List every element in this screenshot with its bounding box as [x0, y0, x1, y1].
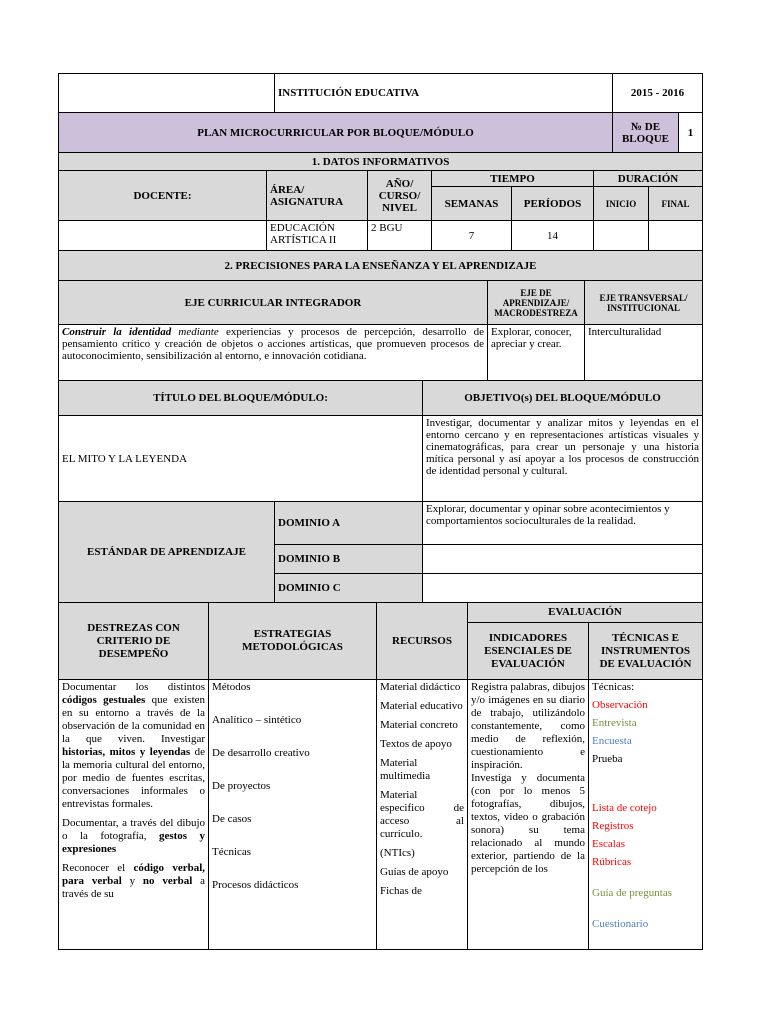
estrategia-item: De proyectos	[212, 780, 271, 792]
final-label: FINAL	[649, 187, 703, 221]
destreza-1-text-c: que existen en su entorno a través de la observación de la comunidad en la que viven. Investigar	[62, 694, 206, 745]
docente-label: DOCENTE:	[59, 171, 267, 221]
estrategias-label: ESTRATEGIAS METODOLÓGICAS	[209, 603, 377, 680]
destrezas-content	[59, 680, 209, 950]
eje-integrador-em: mediante	[178, 326, 219, 338]
destreza-1-text-e: de la memoria cultural del entorno, por medio de fuentes escritas, conversaciones informales o entrevistas formales.	[62, 746, 206, 810]
tecnicas-content	[589, 680, 703, 950]
eje-integrador-strong: Construir la identidad	[62, 326, 172, 338]
recurso-item: Material concreto	[380, 719, 458, 731]
datos-section-title: 1. DATOS INFORMATIVOS	[59, 153, 703, 171]
instrumento-guia-preguntas: Guía de preguntas	[592, 887, 673, 899]
eje-integrador-value	[59, 325, 488, 381]
recurso-item: Material especifico de acceso al currículo.	[380, 789, 464, 840]
destreza-2-text-b: gestos y expresiones	[62, 830, 206, 855]
destreza-3-text-c: y	[129, 875, 136, 887]
header-table	[58, 73, 703, 153]
destreza-1-text-d: historias, mitos y leyendas	[62, 746, 191, 758]
curso-label: AÑO/ CURSO/ NIVEL	[368, 171, 432, 221]
recurso-item: Material multimedia	[380, 757, 431, 782]
estrategias-content	[209, 680, 377, 950]
recurso-item: Guías de apoyo	[380, 866, 449, 878]
eje-transversal-value: Interculturalidad	[585, 325, 703, 381]
tecnica-observacion: Observación	[592, 699, 648, 711]
tiempo-label: TIEMPO	[432, 171, 594, 187]
indicador-1: Registra palabras, dibujos y/o imágenes en su diario de trabajo, utilizándolo constantemente, como medio de reflexión, cuestionamiento e inspiración.	[471, 681, 585, 771]
destreza-3-text-d: no verbal	[142, 875, 193, 887]
docente-value	[59, 221, 267, 251]
precisiones-table	[58, 250, 703, 381]
bloque-table	[58, 380, 703, 603]
destreza-2	[62, 817, 205, 856]
destreza-3-text-a: Reconocer el	[62, 862, 126, 874]
school-year: 2015 - 2016	[613, 74, 703, 113]
dominio-b-label: DOMINIO B	[275, 545, 423, 574]
tecnica-prueba: Prueba	[592, 753, 623, 765]
area-label: ÁREA/ ASIGNATURA	[267, 171, 368, 221]
estrategia-item: Analítico – sintético	[212, 714, 302, 726]
periodos-label: PERÍODOS	[512, 187, 594, 221]
curriculum-plan	[58, 73, 702, 950]
logo-cell	[59, 74, 275, 113]
tecnica-encuesta: Encuesta	[592, 735, 632, 747]
inicio-value	[594, 221, 649, 251]
destreza-3-text-b: código verbal, para verbal	[62, 862, 206, 887]
inicio-label: INICIO	[594, 187, 649, 221]
instrumento-cuestionario: Cuestionario	[592, 918, 649, 930]
estandar-label: ESTÁNDAR DE APRENDIZAJE	[59, 502, 275, 603]
semanas-label: SEMANAS	[432, 187, 512, 221]
recurso-item: Textos de apoyo	[380, 738, 452, 750]
recursos-label: RECURSOS	[377, 603, 468, 680]
final-value	[649, 221, 703, 251]
dominio-a-value: Explorar, documentar y opinar sobre acontecimientos y comportamientos socioculturales de la realidad.	[423, 502, 703, 545]
recurso-item: Material didáctico	[380, 681, 461, 693]
tecnica-entrevista: Entrevista	[592, 717, 637, 729]
instrumento-lista-cotejo: Lista de cotejo	[592, 802, 657, 814]
indicadores-label: INDICADORES ESENCIALES DE EVALUACIÓN	[468, 623, 589, 680]
destreza-2-text-a: Documentar, a través del dibujo o la fotografía,	[62, 817, 205, 842]
evaluacion-label: EVALUACIÓN	[468, 603, 703, 623]
indicadores-content	[468, 680, 589, 950]
tecnicas-label: TÉCNICAS E INSTRUMENTOS DE EVALUACIÓN	[589, 623, 703, 680]
block-label: № DE BLOQUE	[613, 113, 679, 153]
recursos-content	[377, 680, 468, 950]
eje-integrador-rest: experiencias y procesos de percepción, desarrollo de pensamiento crítico y creación de objetos o acciones artísticas, que promueven procesos de autoconocimiento, sensibilización al entorno, e innovación cotidiana.	[62, 326, 484, 362]
duracion-label: DURACIÓN	[594, 171, 703, 187]
block-number: 1	[679, 113, 703, 153]
area-value: EDUCACIÓN ARTÍSTICA II	[267, 221, 368, 251]
dominio-a-label: DOMINIO A	[275, 502, 423, 545]
eje-aprendizaje-value: Explorar, conocer, apreciar y crear.	[488, 325, 585, 381]
eje-integrador-label: EJE CURRICULAR INTEGRADOR	[59, 281, 488, 325]
estrategia-item: Métodos	[212, 681, 251, 693]
recurso-item: Fichas de	[380, 885, 422, 897]
destreza-1	[62, 681, 205, 811]
dominio-b-value	[423, 545, 703, 574]
instrumento-escalas: Escalas	[592, 838, 625, 850]
destreza-1-text-a: Documentar los distintos	[62, 681, 205, 693]
plan-title: PLAN MICROCURRICULAR POR BLOQUE/MÓDULO	[59, 113, 613, 153]
curso-value: 2 BGU	[368, 221, 432, 251]
dominio-c-value	[423, 574, 703, 603]
titulo-bloque-label: TÍTULO DEL BLOQUE/MÓDULO:	[59, 381, 423, 416]
objetivo-bloque-value: Investigar, documentar y analizar mitos y leyendas en el entorno cercano y en representaciones artísticas visuales y cinematográficas, para crear un personaje y una historia mítica personal y así apoyar a los procesos de construcción de identidad personal y cultural.	[423, 416, 703, 502]
precisiones-section-title: 2. PRECISIONES PARA LA ENSEÑANZA Y EL APRENDIZAJE	[59, 251, 703, 281]
tecnicas-title: Técnicas:	[592, 681, 635, 693]
estrategia-item: De casos	[212, 813, 252, 825]
instrumento-registros: Registros	[592, 820, 634, 832]
estrategia-item: Procesos didácticos	[212, 879, 299, 891]
destreza-1-text-b: códigos gestuales	[62, 694, 146, 706]
indicador-2: Investiga y documenta (con por lo menos 5 fotografías, dibujos, textos, video o grabación sonora) su tema relacionado al mundo exterior, partiendo de la percepción de los	[471, 772, 585, 875]
objetivo-bloque-label: OBJETIVO(s) DEL BLOQUE/MÓDULO	[423, 381, 703, 416]
titulo-bloque-value: EL MITO Y LA LEYENDA	[59, 416, 423, 502]
destreza-3	[62, 862, 205, 901]
estrategia-item: De desarrollo creativo	[212, 747, 310, 759]
eje-transversal-label: EJE TRANSVERSAL/ INSTITUCIONAL	[585, 281, 703, 325]
destreza-3-text-e: a través de su	[62, 875, 206, 900]
destrezas-label: DESTREZAS CON CRITERIO DE DESEMPEÑO	[59, 603, 209, 680]
evaluacion-table	[58, 602, 703, 950]
dominio-c-label: DOMINIO C	[275, 574, 423, 603]
recurso-item: Material educativo	[380, 700, 463, 712]
semanas-value: 7	[432, 221, 512, 251]
instrumento-rubricas: Rúbricas	[592, 856, 632, 868]
estrategia-item: Técnicas	[212, 846, 252, 858]
institution-name: INSTITUCIÓN EDUCATIVA	[275, 74, 613, 113]
datos-table	[58, 152, 703, 251]
eje-aprendizaje-label: EJE DE APRENDIZAJE/ MACRODESTREZA	[488, 281, 585, 325]
periodos-value: 14	[512, 221, 594, 251]
recurso-item: (NTIcs)	[380, 847, 415, 859]
